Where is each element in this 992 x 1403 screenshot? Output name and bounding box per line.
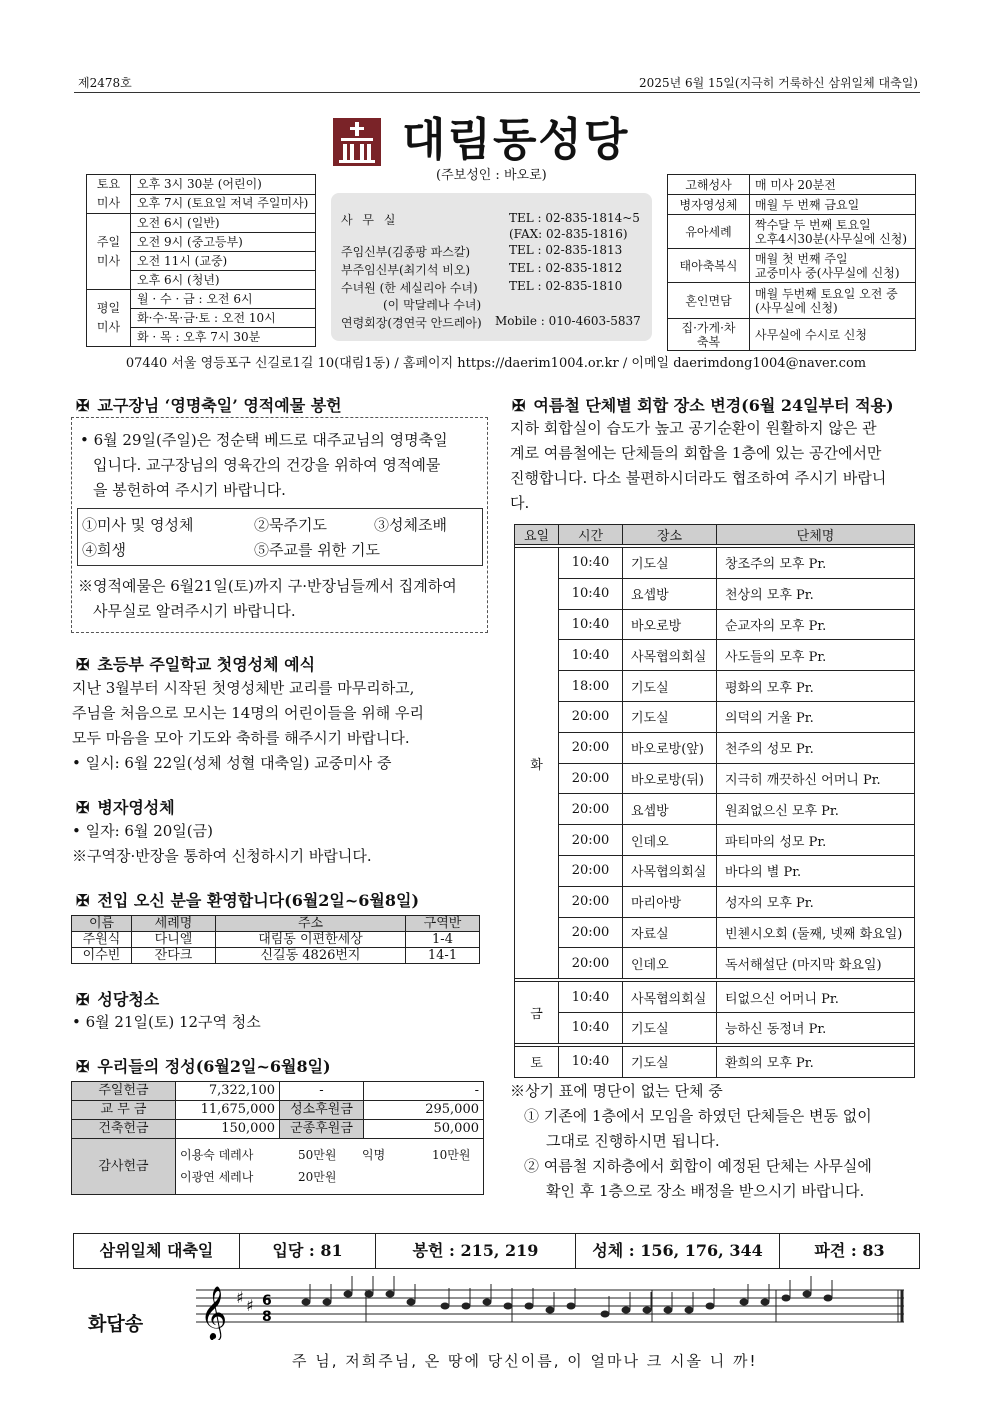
col-header: 이름 [72,916,132,932]
meeting-group: 지극히 깨끗하신 어머니 Pr. [717,763,915,794]
table-row [515,794,915,825]
music-note [803,1291,812,1298]
gift-option: ⑤주교를 위한 기도 [254,541,380,559]
s2-paragraph: • 일시: 6월 22일(성체 성혈 대축일) 교중미사 중 [72,754,392,772]
table-row [515,763,915,794]
psalm-label: 화답송 [88,1313,144,1335]
meeting-group: 성자의 모후 Pr. [717,886,915,917]
offering-label: 건축헌금 [72,1120,176,1139]
sched-label: 평일 [96,301,121,315]
day-label: 금 [515,982,559,1044]
music-note [824,1295,833,1302]
meeting-room: 인데오 [623,948,717,979]
music-note [344,1291,353,1298]
svc-value: 짝수달 두 번째 토요일 [755,217,871,232]
meeting-group: 평화의 모후 Pr. [717,671,915,702]
meeting-room: 바오로방(뒤) [623,763,717,794]
music-note [601,1311,610,1318]
sharp-icon: ♯ [236,1288,244,1307]
assistant-tel: TEL : 02-835-1812 [509,261,623,275]
table-cell: 다니엘 [132,932,216,948]
section-cleaning-title [76,987,159,1010]
section-title-text: 초등부 주일학교 첫영성체 예식 [97,655,316,674]
s7-note: ② 여름철 지하층에서 회합이 예정된 단체는 사무실에 [524,1157,872,1175]
meeting-room: 요셉방 [623,578,717,609]
hymn-communion: 성체 : 156, 176, 344 [576,1234,780,1268]
gift-option: ③성체조배 [374,516,447,534]
table-row [515,1046,915,1077]
section-spiritual-gifts-title [76,393,342,416]
table-cell: 1-4 [406,932,480,948]
sched-label: 미사 [96,196,121,210]
cross-icon: ✠ [76,1057,90,1076]
col-header: 세례명 [132,916,216,932]
table-row [515,917,915,948]
table-row [515,578,915,609]
music-note [525,1303,534,1310]
table-cell: 14-1 [406,948,480,964]
section-meeting-rooms-title [512,393,894,416]
s3-paragraph: • 일자: 6월 20일(금) [72,822,213,840]
section-title-text: 우리들의 정성(6월2일~6월8일) [97,1057,331,1076]
music-note [782,1295,791,1302]
sacrament-table [667,174,916,351]
music-note [504,1303,513,1310]
s2-paragraph: 주님을 처음으로 모시는 14명의 어린이들을 위해 우리 [72,704,424,722]
offering-value: - [364,1082,484,1101]
svc-name: 집·가게·차 [681,320,736,335]
thanks-amount: 20만원 [298,1170,337,1184]
hymn-dismissal: 파견 : 83 [814,1241,885,1260]
church-logo [333,118,381,166]
time-signature: 6 [262,1293,272,1309]
col-header: 구역반 [406,916,480,932]
music-note [643,1307,652,1314]
meeting-room: 기도실 [623,548,717,579]
church-name: 대림동성당 [402,113,630,166]
meeting-room: 바오로방 [623,609,717,640]
day-label: 화 [515,548,559,979]
sched-cell: 화·수·목·금·토 : 오전 10시 [131,309,316,328]
pastor-name: 주임신부(김종팡 파스칼) [341,245,471,259]
offering-label: 군종후원금 [280,1120,364,1139]
meeting-group: 바다의 별 Pr. [717,855,915,886]
meeting-room: 자료실 [623,917,717,948]
meeting-room: 기도실 [623,671,717,702]
table-row [515,671,915,702]
meeting-room: 사목협의회실 [623,640,717,671]
meeting-room: 바오로방(앞) [623,732,717,763]
psalm-score [196,1276,910,1340]
s1-note: ※영적예물은 6월21일(토)까지 구·반장님들께서 집계하여 [78,577,457,595]
meeting-group: 파티마의 성모 Pr. [717,825,915,856]
svc-name: 병자영성체 [668,195,750,215]
svc-value: 매월 첫 번째 주일 [755,251,848,266]
section-title-text: 교구장님 ‘영명축일’ 영적예물 봉헌 [97,396,342,415]
meeting-room: 마리아방 [623,886,717,917]
council-tel: Mobile : 010-4603-5837 [495,314,641,328]
table-row [515,855,915,886]
treble-clef-icon: 𝄞 [200,1285,228,1339]
meeting-group: 천상의 모후 Pr. [717,578,915,609]
table-row [515,548,915,579]
thanks-amount: 10만원 [432,1148,471,1162]
meeting-group: 빈첸시오회 (둘째, 넷째 화요일) [717,917,915,948]
svc-name: 고해성사 [668,175,750,195]
meeting-time: 20:00 [559,825,623,856]
meeting-group: 사도들의 모후 Pr. [717,640,915,671]
offering-label: 성소후원금 [280,1101,364,1120]
music-note [740,1299,749,1306]
sched-cell: 오전 6시 (일반) [131,214,316,233]
table-row [515,982,915,1013]
table-cell: 잔다크 [132,948,216,964]
psalm-lyrics: 주 님, 저희주님, 온 땅에 당신이름, 이 얼마나 크 시올 니 까! [292,1352,758,1370]
music-note [483,1299,492,1306]
s7-note: ※상기 표에 명단이 없는 단체 중 [510,1082,723,1100]
svc-value: 매월 두번째 토요일 오전 중 [755,286,898,301]
gift-option: ①미사 및 영성체 [82,516,194,534]
meeting-group: 원죄없으신 모후 Pr. [717,794,915,825]
svc-value-2: 교중미사 중(사무실에 신청) [755,265,900,280]
sched-cell: 오후 7시 (토요일 저녁 주일미사) [131,194,316,214]
cross-icon: ✠ [76,990,90,1009]
music-note [664,1307,673,1314]
assistant-name: 부주임신부(최기석 비오) [341,263,471,277]
meeting-group: 환희의 모후 Pr. [717,1046,915,1077]
meeting-room: 기도실 [623,1012,717,1043]
gift-option: ②묵주기도 [254,516,327,534]
s7-note: 확인 후 1층으로 장소 배정을 받으시기 바랍니다. [546,1182,865,1200]
section-offerings-title [76,1054,331,1077]
mass-schedule-table [86,174,316,347]
table-row [515,825,915,856]
meeting-group: 천주의 성모 Pr. [717,732,915,763]
col-header: 단체명 [717,525,915,545]
sched-cell: 화 · 목 : 오후 7시 30분 [131,328,316,347]
meeting-time: 20:00 [559,732,623,763]
meeting-time: 20:00 [559,886,623,917]
svc-value-2: 오후4시30분(사무실에 신청) [755,231,908,246]
thanks-giver: 익명 [362,1148,386,1162]
issue-date: 2025년 6월 15일(지극히 거룩하신 삼위일체 대축일) [639,76,918,90]
sched-cell: 오전 11시 (교중) [131,252,316,271]
issue-number: 제2478호 [78,76,132,90]
cross-icon: ✠ [76,396,90,415]
table-cell: 이수빈 [72,948,132,964]
sisters-tel: TEL : 02-835-1810 [509,279,623,293]
meeting-schedule-table [514,524,915,1078]
music-note [323,1299,332,1306]
table-row [515,609,915,640]
table-row [515,948,915,979]
music-note [685,1307,694,1314]
s1-note: 사무실로 알려주시기 바랍니다. [93,602,296,620]
col-header: 요일 [515,525,559,545]
meeting-room: 기도실 [623,1046,717,1077]
hymn-numbers-bar [73,1233,920,1269]
sisters-name-2: (이 막달레나 수녀) [383,298,482,312]
sched-label: 미사 [96,320,121,334]
table-cell: 대림동 이편한세상 [216,932,406,948]
feast-name: 삼위일체 대축일 [74,1234,240,1268]
meeting-group: 순교자의 모후 Pr. [717,609,915,640]
office-title: 사 무 실 [341,213,399,227]
section-title-text: 여름철 단체별 회합 장소 변경(6월 24일부터 적용) [533,396,894,415]
svc-name: 유아세례 [668,215,750,249]
table-row [515,640,915,671]
s7-paragraph: 계로 여름철에는 단체들의 회합을 1층에 있는 공간에서만 [510,444,882,462]
offering-label: - [280,1082,364,1101]
meeting-room: 인데오 [623,825,717,856]
meeting-group: 창조주의 모후 Pr. [717,548,915,579]
table-row [515,1012,915,1043]
section-sick-communion-title [76,795,175,818]
svc-name-2: 축복 [696,334,721,349]
office-contact-box [331,193,652,341]
offering-value: 295,000 [364,1101,484,1120]
meeting-time: 18:00 [559,671,623,702]
table-cell: 신길동 4826번지 [216,948,406,964]
meeting-time: 20:00 [559,917,623,948]
svc-value: 매 미사 20분전 [750,175,916,195]
music-note [761,1299,770,1306]
offering-value: 7,322,100 [176,1082,280,1101]
table-row [515,886,915,917]
s3-paragraph: ※구역장·반장을 통하여 신청하시기 바랍니다. [72,847,372,865]
s2-paragraph: 모두 마음을 모아 기도와 축하를 해주시기 바랍니다. [72,729,410,747]
music-note [386,1291,395,1298]
s7-paragraph: 지하 회합실이 습도가 높고 공기순환이 원활하지 않은 관 [510,419,877,437]
offering-label: 주일헌금 [72,1082,176,1101]
thanks-giver: 이광연 세레나 [180,1170,254,1184]
col-header: 시간 [559,525,623,545]
s7-note: 그대로 진행하시면 됩니다. [546,1132,720,1150]
svc-value-2: (사무실에 신청) [755,300,838,315]
music-note [622,1307,631,1314]
section-title-text: 성당청소 [97,990,160,1009]
meeting-time: 20:00 [559,948,623,979]
svc-value: 매월 두 번째 금요일 [750,195,916,215]
offering-value: 11,675,000 [176,1101,280,1120]
meeting-time: 10:40 [559,982,623,1013]
cross-icon: ✠ [76,798,90,817]
meeting-time: 10:40 [559,578,623,609]
pastor-tel: TEL : 02-835-1813 [509,243,623,257]
svc-name: 혼인면담 [668,283,750,319]
meeting-time: 10:40 [559,1046,623,1077]
address-line: 07440 서울 영등포구 신길로1길 10(대림1동) / 홈페이지 https://daerim1004.or.kr / 이메일 daerimdong1004@naver.com [125,356,867,371]
music-note [302,1299,311,1306]
sched-cell: 오후 6시 (청년) [131,271,316,290]
meeting-time: 20:00 [559,701,623,732]
church-icon [333,118,381,166]
meeting-time: 20:00 [559,855,623,886]
meeting-time: 20:00 [559,794,623,825]
section-first-communion-title [76,652,315,675]
meeting-room: 사목협의회실 [623,855,717,886]
col-header: 주소 [216,916,406,932]
sched-label: 주일 [96,234,121,249]
meeting-group: 의덕의 거울 Pr. [717,701,915,732]
section-title-text: 전입 오신 분을 환영합니다(6월2일~6월8일) [97,891,420,910]
meeting-room: 사목협의회실 [623,982,717,1013]
music-note [567,1303,576,1310]
s1-paragraph: 입니다. 교구장님의 영육간의 건강을 위하여 영적예물 [93,456,441,474]
hymn-offertory: 봉헌 : 215, 219 [376,1234,576,1268]
music-note [546,1307,555,1314]
sched-label: 미사 [96,253,121,268]
council-name: 연령회장(경연국 안드레아) [341,316,482,330]
psalm-notes [302,1276,833,1322]
patron-saint: (주보성인 : 바오로) [436,168,547,183]
section-title-text: 병자영성체 [97,798,175,817]
s2-paragraph: 지난 3월부터 시작된 첫영성체반 교리를 마무리하고, [72,679,415,697]
time-signature: 8 [262,1309,272,1325]
meeting-time: 20:00 [559,763,623,794]
cross-icon: ✠ [76,655,90,674]
meeting-group: 독서해설단 (마지막 화요일) [717,948,915,979]
header-divider [74,92,920,93]
newcomers-table [71,915,480,964]
meeting-time: 10:40 [559,1012,623,1043]
meeting-room: 요셉방 [623,794,717,825]
music-note [462,1303,471,1310]
sched-cell: 월 · 수 · 금 : 오전 6시 [131,290,316,309]
music-note [706,1303,715,1310]
sisters-name: 수녀원 (한 세실리아 수녀) [341,281,478,295]
s5-paragraph: • 6월 21일(토) 12구역 청소 [72,1013,261,1031]
svc-name: 태아축복식 [668,249,750,283]
sharp-icon: ♯ [246,1296,254,1315]
hymn-entrance: 입당 : 81 [240,1234,376,1268]
s7-paragraph: 진행합니다. 다소 불편하시더라도 협조하여 주시기 바랍니 [510,469,887,487]
music-note [407,1299,416,1306]
offering-value: 50,000 [364,1120,484,1139]
offering-label: 교 무 금 [72,1101,176,1120]
sched-cell: 오전 9시 (중고등부) [131,233,316,252]
meeting-room: 기도실 [623,701,717,732]
table-row [515,732,915,763]
s1-paragraph: • 6월 29일(주일)은 정순택 베드로 대주교님의 영명축일 [80,431,448,449]
sched-label: 토요 [96,177,121,191]
s7-paragraph: 다. [510,494,530,512]
col-header: 장소 [623,525,717,545]
offering-label: 감사헌금 [72,1139,176,1195]
meeting-time: 10:40 [559,609,623,640]
table-cell: 주원식 [72,932,132,948]
offering-value: 150,000 [176,1120,280,1139]
sched-cell: 오후 3시 30분 (어린이) [131,175,316,195]
meeting-time: 10:40 [559,640,623,671]
office-tel: TEL : 02-835-1814~5 [509,211,640,225]
meeting-group: 능하신 동정녀 Pr. [717,1012,915,1043]
thanks-giver: 이용숙 데레사 [180,1148,254,1162]
cross-icon: ✠ [76,891,90,910]
svc-value: 사무실에 수시로 신청 [750,319,916,351]
meeting-time: 10:40 [559,548,623,579]
section-newcomers-title [76,888,419,911]
gift-option: ④희생 [82,541,126,559]
day-label: 토 [515,1046,559,1077]
cross-icon: ✠ [512,396,526,415]
s1-paragraph: 을 봉헌하여 주시기 바랍니다. [93,481,286,499]
s7-note: ① 기존에 1층에서 모임을 하였던 단체들은 변동 없이 [524,1107,872,1125]
office-fax: (FAX: 02-835-1816) [509,227,628,241]
meeting-group: 티없으신 어머니 Pr. [717,982,915,1013]
thanks-amount: 50만원 [298,1148,337,1162]
music-note [441,1303,450,1310]
table-row [515,701,915,732]
offerings-table [71,1081,484,1195]
